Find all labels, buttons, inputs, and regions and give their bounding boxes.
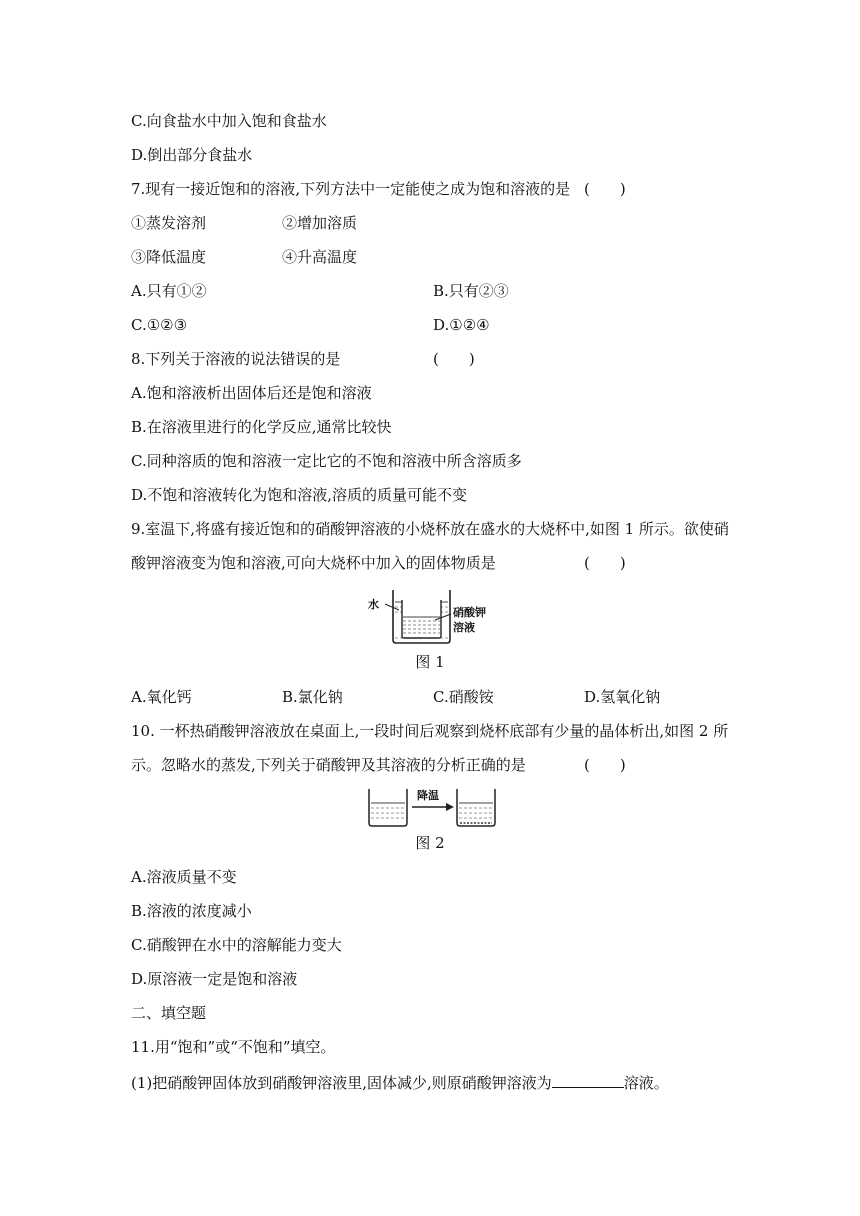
q7-answer-bracket: ( ) — [584, 180, 626, 198]
q7-option-c: C.①②③ — [131, 316, 188, 334]
figure-2-beakers — [366, 783, 496, 829]
beaker-after — [457, 789, 495, 826]
q9-option-d: D.氢氧化钠 — [584, 688, 661, 706]
q11-part-1-text-before: (1)把硝酸钾固体放到硝酸钾溶液里,固体减少,则原硝酸钾溶液为 — [131, 1074, 552, 1092]
q10-stem-line-2: 示。忽略水的蒸发,下列关于硝酸钾及其溶液的分析正确的是 — [131, 756, 526, 774]
arrow-head — [446, 803, 454, 811]
q8-stem: 8.下列关于溶液的说法错误的是 — [131, 350, 341, 368]
q11-part-1-blank[interactable] — [552, 1071, 624, 1088]
q8-option-c: C.同种溶质的饱和溶液一定比它的不饱和溶液中所含溶质多 — [131, 452, 522, 470]
q9-option-b: B.氯化钠 — [282, 688, 343, 706]
beaker-before — [369, 789, 407, 826]
q7-method-4: ④升高温度 — [282, 248, 358, 266]
figure-1-label-solution-1: 硝酸钾 — [453, 606, 486, 619]
figure-1-caption: 图 1 — [415, 653, 445, 671]
q10-option-b: B.溶液的浓度减小 — [131, 902, 252, 920]
q11-part-1-text-after: 溶液。 — [623, 1074, 669, 1092]
q8-option-d: D.不饱和溶液转化为饱和溶液,溶质的质量可能不变 — [131, 486, 468, 504]
q6-option-d: D.倒出部分食盐水 — [131, 146, 253, 164]
q6-option-c: C.向食盐水中加入饱和食盐水 — [131, 112, 327, 130]
figure-1-beakers — [365, 586, 495, 646]
small-beaker — [402, 600, 441, 638]
q7-stem: 7.现有一接近饱和的溶液,下列方法中一定能使之成为饱和溶液的是 — [131, 180, 571, 198]
q9-option-c: C.硝酸铵 — [433, 688, 494, 706]
q9-stem-line-2: 酸钾溶液变为饱和溶液,可向大烧杯中加入的固体物质是 — [131, 554, 496, 572]
figure-1-label-solution-2: 溶液 — [453, 621, 475, 634]
q10-option-a: A.溶液质量不变 — [131, 868, 237, 886]
q10-option-c: C.硝酸钾在水中的溶解能力变大 — [131, 936, 342, 954]
q7-option-a: A.只有①② — [131, 282, 207, 300]
q9-answer-bracket: ( ) — [584, 554, 626, 572]
q8-option-b: B.在溶液里进行的化学反应,通常比较快 — [131, 418, 392, 436]
q9-option-a: A.氧化钙 — [131, 688, 192, 706]
q7-method-3: ③降低温度 — [131, 248, 207, 266]
q7-option-d: D.①②④ — [433, 316, 490, 334]
q7-method-2: ②增加溶质 — [282, 214, 358, 232]
q8-answer-bracket: ( ) — [433, 350, 475, 368]
q11-stem: 11.用“饱和”或“不饱和”填空。 — [131, 1038, 336, 1056]
q10-stem-line-1: 10. 一杯热硝酸钾溶液放在桌面上,一段时间后观察到烧杯底部有少量的晶体析出,如图 2 所 — [131, 722, 729, 740]
figure-2-caption: 图 2 — [415, 834, 445, 852]
section-2-title: 二、填空题 — [131, 1004, 207, 1022]
q8-option-a: A.饱和溶液析出固体后还是饱和溶液 — [131, 384, 372, 402]
figure-1-label-water: 水 — [368, 598, 379, 611]
q10-answer-bracket: ( ) — [584, 756, 626, 774]
figure-2-arrow-label: 降温 — [417, 789, 439, 802]
q7-method-1: ①蒸发溶剂 — [131, 214, 207, 232]
q11-part-1 — [131, 1071, 669, 1093]
q10-option-d: D.原溶液一定是饱和溶液 — [131, 970, 298, 988]
q7-option-b: B.只有②③ — [433, 282, 509, 300]
q9-stem-line-1: 9.室温下,将盛有接近饱和的硝酸钾溶液的小烧杯放在盛水的大烧杯中,如图 1 所示。欲使硝 — [131, 520, 729, 538]
